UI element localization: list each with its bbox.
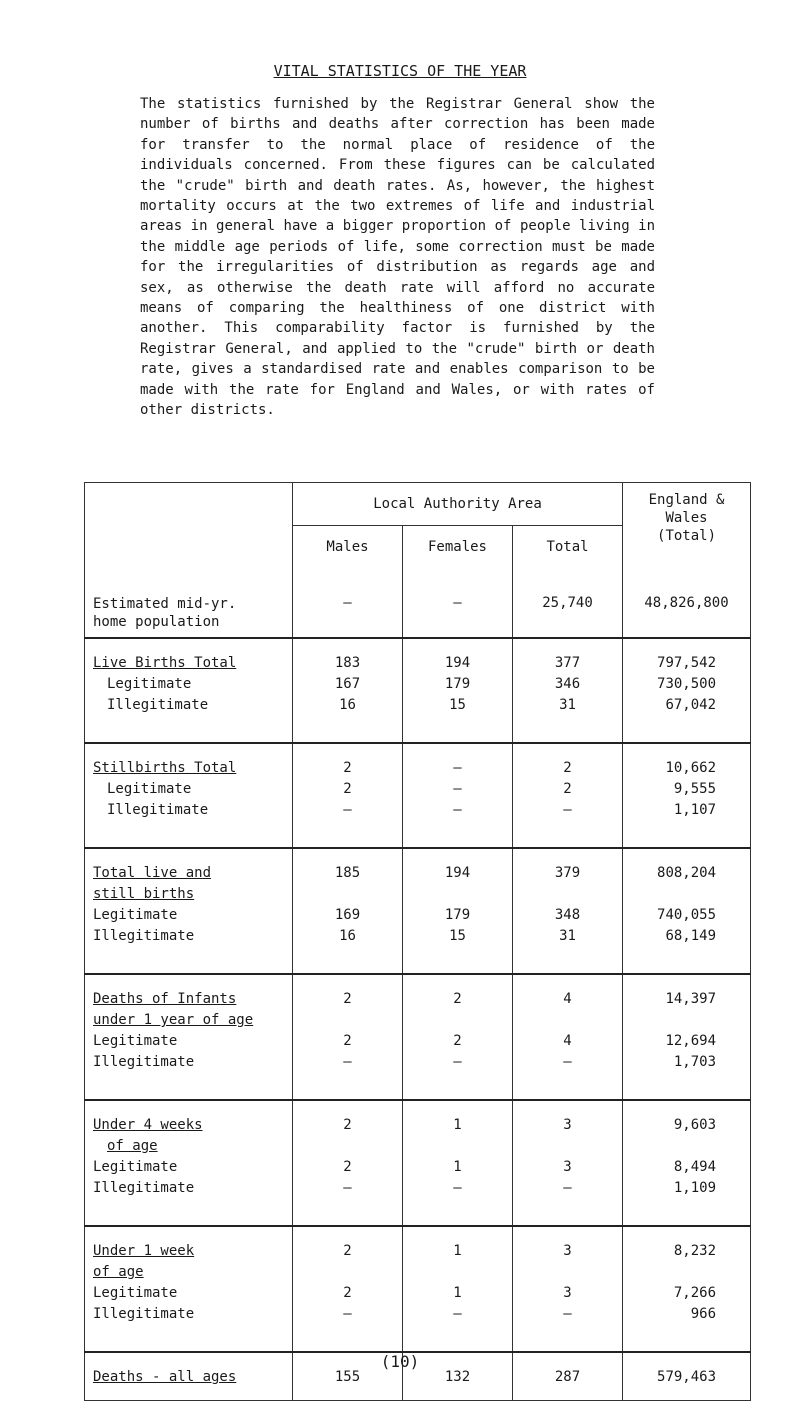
table-row [85,1012,751,1033]
total-value: 3 [513,1285,623,1306]
statistics-table [84,482,751,1401]
row-label: Illegitimate [85,1054,293,1100]
males-value: 2 [293,1226,403,1264]
males-value: – [293,1054,403,1100]
england-value: 14,397 [623,974,751,1012]
total-value: 377 [513,638,623,676]
females-value: 179 [403,676,513,697]
females-value [403,886,513,907]
page-title: VITAL STATISTICS OF THE YEAR [273,62,527,80]
population-england: 48,826,800 [623,568,751,638]
table-row [85,781,751,802]
total-value: 31 [513,928,623,974]
males-value: 2 [293,1159,403,1180]
total-value [513,1264,623,1285]
males-value: 2 [293,1285,403,1306]
males-value: 2 [293,781,403,802]
females-value: – [403,802,513,848]
males-value: 169 [293,907,403,928]
row-label: Illegitimate [85,697,293,743]
table-row [85,1306,751,1352]
males-value: 183 [293,638,403,676]
females-value [403,1138,513,1159]
england-value: 579,463 [623,1352,751,1401]
table-row [85,1264,751,1285]
england-value: 1,109 [623,1180,751,1226]
males-value [293,1012,403,1033]
males-value: – [293,1180,403,1226]
total-value: 4 [513,974,623,1012]
total-value: 379 [513,848,623,886]
total-value: – [513,1054,623,1100]
row-label: Live Births Total [85,638,293,676]
females-value: 2 [403,1033,513,1054]
england-value: 9,603 [623,1100,751,1138]
row-label: Deaths of Infants [85,974,293,1012]
total-value: 2 [513,781,623,802]
row-label: Illegitimate [85,928,293,974]
males-value: 185 [293,848,403,886]
row-label: Under 4 weeks [85,1100,293,1138]
males-value: 167 [293,676,403,697]
males-value [293,886,403,907]
row-label: Illegitimate [85,1180,293,1226]
females-value: 2 [403,974,513,1012]
females-header: Females [403,526,513,569]
table-row [85,676,751,697]
england-value: 68,149 [623,928,751,974]
total-value [513,886,623,907]
table-row [85,928,751,974]
total-value: 346 [513,676,623,697]
row-label: under 1 year of age [85,1012,293,1033]
table-row [85,697,751,743]
table-row [85,1226,751,1264]
row-label: Legitimate [85,781,293,802]
local-authority-header: Local Authority Area [293,483,623,526]
total-value: 31 [513,697,623,743]
females-value [403,1264,513,1285]
total-value: 348 [513,907,623,928]
england-value: 7,266 [623,1285,751,1306]
england-value: 808,204 [623,848,751,886]
total-value: – [513,1306,623,1352]
row-label: still births [85,886,293,907]
total-value: 4 [513,1033,623,1054]
intro-paragraph: The statistics furnished by the Registrar General show the number of births and deaths after correction has been made for transfer to the normal place of residence of the individuals concerned. From these figures can be calculated the "crude" birth and death rates. As, however, the highest mortality occurs at the two extremes of life and industrial areas in general have a bigger proportion of people living in the middle age periods of life, some correction must be made for the irregularities of distribution as regards age and sex, as otherwise the death rate will afford no accurate means of comparing the healthiness of one district with another. This comparability factor is furnished by the Registrar General, and applied to the "crude" birth or death rate, gives a standardised rate and enables comparison to be made with the rate for England and Wales, or with rates of other districts. [140,96,655,419]
england-wales-header [623,483,751,569]
females-value: – [403,743,513,781]
row-label: Legitimate [85,1159,293,1180]
england-value: 730,500 [623,676,751,697]
males-value: 2 [293,743,403,781]
table-row [85,802,751,848]
table-row [85,1159,751,1180]
males-value: 2 [293,1100,403,1138]
population-label-2: home population [93,614,220,630]
females-value: 132 [403,1352,513,1401]
females-value [403,1012,513,1033]
england-value: 10,662 [623,743,751,781]
total-value: – [513,802,623,848]
page-number: (10) [380,1352,420,1371]
row-label: Legitimate [85,1285,293,1306]
females-value: 1 [403,1285,513,1306]
england-value [623,886,751,907]
england-value: 8,232 [623,1226,751,1264]
total-value: 2 [513,743,623,781]
males-value: 155 [293,1352,403,1401]
total-value: 287 [513,1352,623,1401]
row-label: Under 1 week [85,1226,293,1264]
england-value: 9,555 [623,781,751,802]
total-value: – [513,1180,623,1226]
males-value: 16 [293,928,403,974]
england-value: 67,042 [623,697,751,743]
males-value: – [293,802,403,848]
row-label: Deaths - all ages [85,1352,293,1401]
table-row [85,974,751,1012]
row-label: Legitimate [85,676,293,697]
total-value [513,1138,623,1159]
table-row [85,1054,751,1100]
england-value: 8,494 [623,1159,751,1180]
females-value: – [403,1306,513,1352]
england-wales-header-text: England & Wales (Total) [648,492,725,544]
males-value: – [293,1306,403,1352]
males-value: 2 [293,1033,403,1054]
females-value: 1 [403,1100,513,1138]
population-total: 25,740 [513,568,623,638]
females-value: – [403,1054,513,1100]
row-label: Total live and [85,848,293,886]
females-value: – [403,1180,513,1226]
total-value: 3 [513,1100,623,1138]
females-value: 1 [403,1159,513,1180]
table-row [85,1180,751,1226]
england-value: 740,055 [623,907,751,928]
males-header: Males [293,526,403,569]
table-row [85,1138,751,1159]
table-row [85,638,751,676]
females-value: 194 [403,638,513,676]
table-row [85,1033,751,1054]
males-value [293,1264,403,1285]
table-row [85,907,751,928]
table-row [85,1285,751,1306]
females-value: 15 [403,697,513,743]
females-value: 1 [403,1226,513,1264]
total-value: 3 [513,1159,623,1180]
males-value [293,1138,403,1159]
males-value: 2 [293,974,403,1012]
table-row [85,1100,751,1138]
row-label: Legitimate [85,907,293,928]
england-value: 1,107 [623,802,751,848]
england-value [623,1264,751,1285]
total-value [513,1012,623,1033]
population-label-1: Estimated mid-yr. [93,596,237,612]
total-value: 3 [513,1226,623,1264]
row-label: Illegitimate [85,802,293,848]
females-value: – [403,781,513,802]
england-value: 797,542 [623,638,751,676]
row-label: of age [85,1264,293,1285]
england-value [623,1012,751,1033]
england-value: 1,703 [623,1054,751,1100]
total-header: Total [513,526,623,569]
row-label: of age [85,1138,293,1159]
population-row [85,568,751,638]
females-value: 15 [403,928,513,974]
vital-statistics-table [84,482,750,1401]
population-males: – [293,568,403,638]
females-value: 179 [403,907,513,928]
table-row [85,848,751,886]
table-row [85,886,751,907]
table-row [85,743,751,781]
row-label: Illegitimate [85,1306,293,1352]
england-value [623,1138,751,1159]
england-value: 12,694 [623,1033,751,1054]
females-value: 194 [403,848,513,886]
row-label: Stillbirths Total [85,743,293,781]
england-value: 966 [623,1306,751,1352]
population-females: – [403,568,513,638]
males-value: 16 [293,697,403,743]
row-label: Legitimate [85,1033,293,1054]
